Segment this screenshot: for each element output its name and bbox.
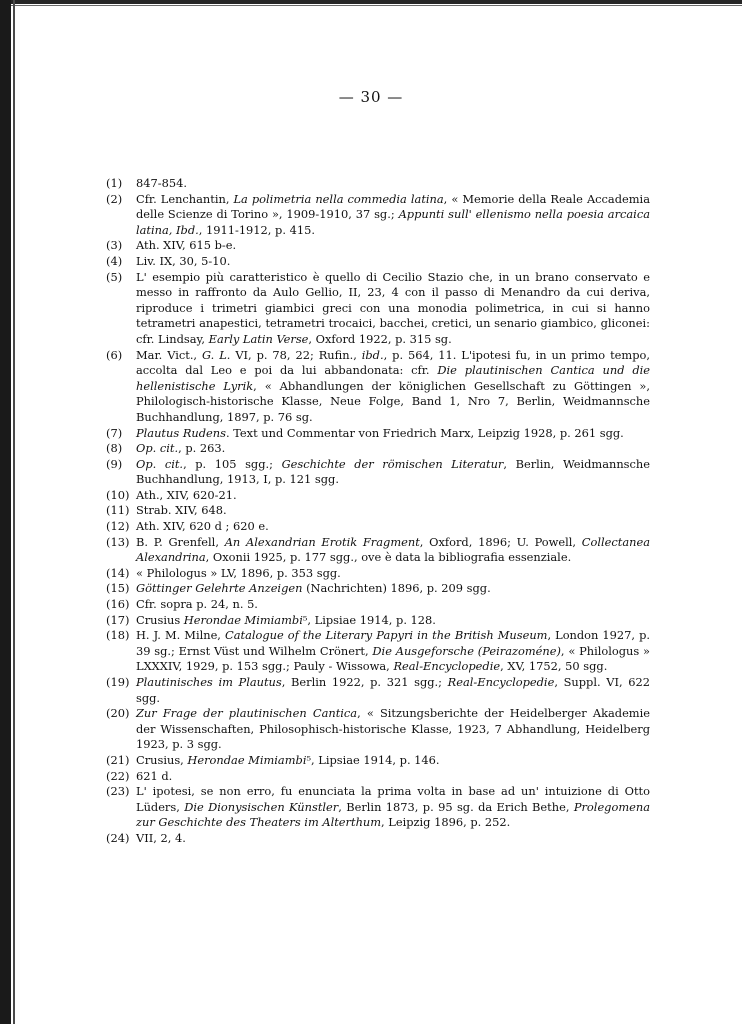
footnote-title-italic: Die Ausgeforsche (Peirazoméne) [372,643,561,658]
footnote [106,597,650,613]
scan-left-edge-line [13,0,15,1024]
footnote-number: (5) [106,269,123,284]
footnote-text-run: , Berlin 1873, p. 95 sg. da Erich Bethe, [338,799,574,814]
footnote [106,519,650,535]
footnote-text-run: , XV, 1752, 50 sgg. [500,659,608,674]
footnote-number: (7) [106,425,123,440]
footnote [106,675,650,706]
footnote-text-run: VI, p. 78, 22; Rufin., [230,347,362,362]
footnote [106,192,650,239]
footnote-text-run: L' esempio più caratteristico è quello di Cecilio Stazio che, in un brano conservato e messo in raffronto da Aulo Gellio, II, 23, 4 con il passo di Menandro da cui deriva, riproduce i trimetri giambici greci con una monodia polimetrica, in cui si hanno tetrametri anapestici, tetrametri trocaici, bacchei, cretici, un senario giambico, gliconei: cfr. Lindsay, [136,269,650,346]
footnote-number: (4) [106,253,123,268]
footnote-text-run: Ath. XIV, 620 d ; 620 e. [136,519,269,534]
footnote-text-run: Liv. IX, 30, 5-10. [136,253,231,268]
footnote-text-run: , Oxford, 1896; U. Powell, [419,534,582,549]
footnote-text [136,769,650,785]
footnote-text-run: H. J. M. Milne, [136,628,225,643]
footnote-title-italic: Göttinger Gelehrte Anzeigen [136,581,303,596]
footnote-text-run: , « Philologus » LXXXIV, 1929, p. 153 sgg.; Pauly - Wissowa, [136,643,650,674]
footnote [106,254,650,270]
footnote-number: (23) [106,784,130,799]
footnote-number: (20) [106,706,130,721]
footnote [106,441,650,457]
footnote-text-run: Cfr. Lenchantin, [136,191,234,206]
footnote-text-run: , 1911-1912, p. 415. [198,222,315,237]
footnote-text [136,613,650,629]
footnote [106,706,650,753]
footnote-title-italic: Prolegomena zur Geschichte des Theaters im Alterthum [136,799,650,830]
footnote-number: (9) [106,456,123,471]
footnote-text-run: Mar. Vict., [136,347,202,362]
footnote-number: (13) [106,534,130,549]
footnote-text [136,566,650,582]
footnote-title-italic: Early Latin Verse [208,331,309,346]
footnote-text-run: 621 d. [136,768,173,783]
footnote [106,784,650,831]
footnote-text-run: Ath., XIV, 620-21. [136,487,237,502]
footnote-text-run: Crusius [136,612,184,627]
footnote-text-run: L' ipotesi, se non erro, fu enunciata la prima volta in base ad un' intuizione di Otto Lüders, [136,784,650,814]
footnote-title-italic: ibd. [361,347,384,362]
footnote-text-run: , « Abhandlungen der königlichen Gesellschaft zu Göttingen », Philologisch-historische Klasse, Neue Folge, Band 1, Nro 7, Berlin, Weidmannsche Buchhandlung, 1897, p. 76 sg. [136,378,650,424]
footnote-text-run: , « Memorie della Reale Accademia delle Scienze di Torino », 1909-1910, 37 sg.; [136,191,650,222]
footnote [106,457,650,488]
footnote-text [136,581,650,597]
footnote-text-run: , Oxonii 1925, p. 177 sgg., ove è data la bibliografia essenziale. [205,550,572,565]
footnote-text [136,753,650,769]
footnote-title-italic: Collectanea Alexandrina [136,534,650,565]
footnote-text [136,254,650,270]
footnote [106,581,650,597]
footnote-text-run: , « Sitzungsberichte der Heidelberger Akademie der Wissenschaften, Philosophisch-historische Klasse, 1923, 7 Abhandlung, Heidelberg 1923, p. 3 sgg. [136,706,650,752]
footnote-text-run: , Berlin 1922, p. 321 sgg.; [281,675,448,689]
footnote-text-run: , p. 105 sgg.; [183,456,282,471]
footnote-text [136,192,650,239]
page-number: — 30 — [338,88,404,106]
footnote-text-run: , Suppl. VI, 622 sgg. [136,675,650,705]
footnote-number: (11) [106,503,130,518]
footnote-text [136,176,650,192]
footnote-number: (3) [106,238,123,253]
footnote-text-run: , p. 263. [178,441,226,456]
footnote-text [136,503,650,519]
footnote-number: (14) [106,565,130,580]
footnote-title-italic: An Alexandrian Erotik Fragment [224,534,420,549]
footnote-text-run: Ath. XIV, 615 b-e. [136,238,237,253]
footnote-text-run: . Text und Commentar von Friedrich Marx, Leipzig 1928, p. 261 sgg. [225,425,624,440]
footnote-number: (10) [106,487,130,502]
footnote-text [136,238,650,254]
footnote-number: (8) [106,441,123,456]
footnote [106,535,650,566]
footnote-text [136,831,650,847]
footnote-title-italic: Op. cit. [136,456,184,471]
footnote-text-run: ⁵, Lipsiae 1914, p. 128. [302,612,436,627]
footnote-title-italic: Real-Encyclopedie [447,675,555,689]
scan-top-edge-line [0,5,742,6]
footnote-title-italic: Plautinisches im Plautus [136,675,282,689]
footnote-number: (2) [106,191,123,206]
footnote-text [136,270,650,348]
footnote-title-italic: Catalogue of the Literary Papyri in the British Museum [224,628,548,643]
footnote-text-run: ⁵, Lipsiae 1914, p. 146. [306,752,440,767]
footnote [106,831,650,847]
footnote-text-run: , Berlin, Weidmannsche Buchhandlung, 1913, I, p. 121 sgg. [136,456,650,487]
footnote-text [136,348,650,426]
footnote-text [136,488,650,504]
footnote-title-italic: Real-Encyclopedie [393,659,501,674]
footnote [106,426,650,442]
footnote-text [136,628,650,675]
footnote [106,238,650,254]
footnote-text-run: , Leipzig 1896, p. 252. [381,815,511,830]
footnote-title-italic: Plautus Rudens [136,425,226,440]
footnote [106,348,650,426]
footnote-number: (15) [106,581,130,596]
footnote-title-italic: La polimetria nella commedia latina [233,191,444,206]
footnote-title-italic: Zur Frage der plautinischen Cantica [136,706,358,721]
footnote-number: (16) [106,597,130,612]
footnote-title-italic: Herondae Mimiambi [187,752,307,767]
footnote-number: (18) [106,628,130,643]
footnote-text-run: 847-854. [136,176,187,190]
footnote-title-italic: G. L. [201,347,231,362]
footnote-title-italic: Appunti sull' ellenismo nella poesia arcaica latina, Ibd. [136,207,650,237]
footnote-title-italic: Die plautinischen Cantica und die hellenistische Lyrik [136,363,650,393]
scan-left-edge [0,0,11,1024]
footnote-text [136,597,650,613]
footnote [106,503,650,519]
footnote [106,176,650,192]
footnote-text-run: B. P. Grenfell, [136,534,225,549]
footnote-text-run: , London 1927, p. 39 sg.; Ernst Vüst und Wilhelm Crönert, [136,628,650,658]
footnote-number: (22) [106,768,130,783]
footnote-text-run: VII, 2, 4. [136,830,186,845]
footnote-text-run: « Philologus » LV, 1896, p. 353 sgg. [136,565,341,580]
footnote-number: (19) [106,675,130,689]
footnote-text-run: Crusius, [136,752,188,767]
footnote [106,753,650,769]
footnote-text [136,706,650,753]
footnote-text [136,519,650,535]
footnote-title-italic: Die Dionysischen Künstler [184,799,339,814]
footnote-text-run: (Nachrichten) 1896, p. 209 sgg. [302,581,491,596]
footnote [106,488,650,504]
footnote-number: (24) [106,830,130,845]
footnote [106,566,650,582]
footnote [106,613,650,629]
footnote [106,270,650,348]
footnote-text-run: , p. 564, 11. L'ipotesi fu, in un primo tempo, accolta dal Leo e poi da lui abbandonata: cfr. [136,347,650,378]
footnote-text-run: Cfr. sopra p. 24, n. 5. [136,597,258,612]
footnote-text [136,675,650,706]
footnote-number: (17) [106,612,130,627]
footnote-text-run: , Oxford 1922, p. 315 sg. [308,331,452,346]
footnote [106,628,650,675]
footnote-number: (12) [106,519,130,534]
footnote-text-run: Strab. XIV, 648. [136,503,227,518]
footnote [106,769,650,785]
footnote-title-italic: Geschichte der römischen Literatur [281,456,504,471]
footnote-title-italic: Herondae Mimiambi [183,612,303,627]
footnote-number: (21) [106,752,130,767]
footnote-text [136,535,650,566]
footnote-number: (6) [106,347,123,362]
footnote-text [136,457,650,488]
footnote-text [136,784,650,831]
footnote-text [136,426,650,442]
footnote-number: (1) [106,176,123,190]
footnote-title-italic: Op. cit. [136,441,179,456]
scan-top-edge [0,0,742,4]
footnotes-list [106,176,650,847]
footnote-text [136,441,650,457]
